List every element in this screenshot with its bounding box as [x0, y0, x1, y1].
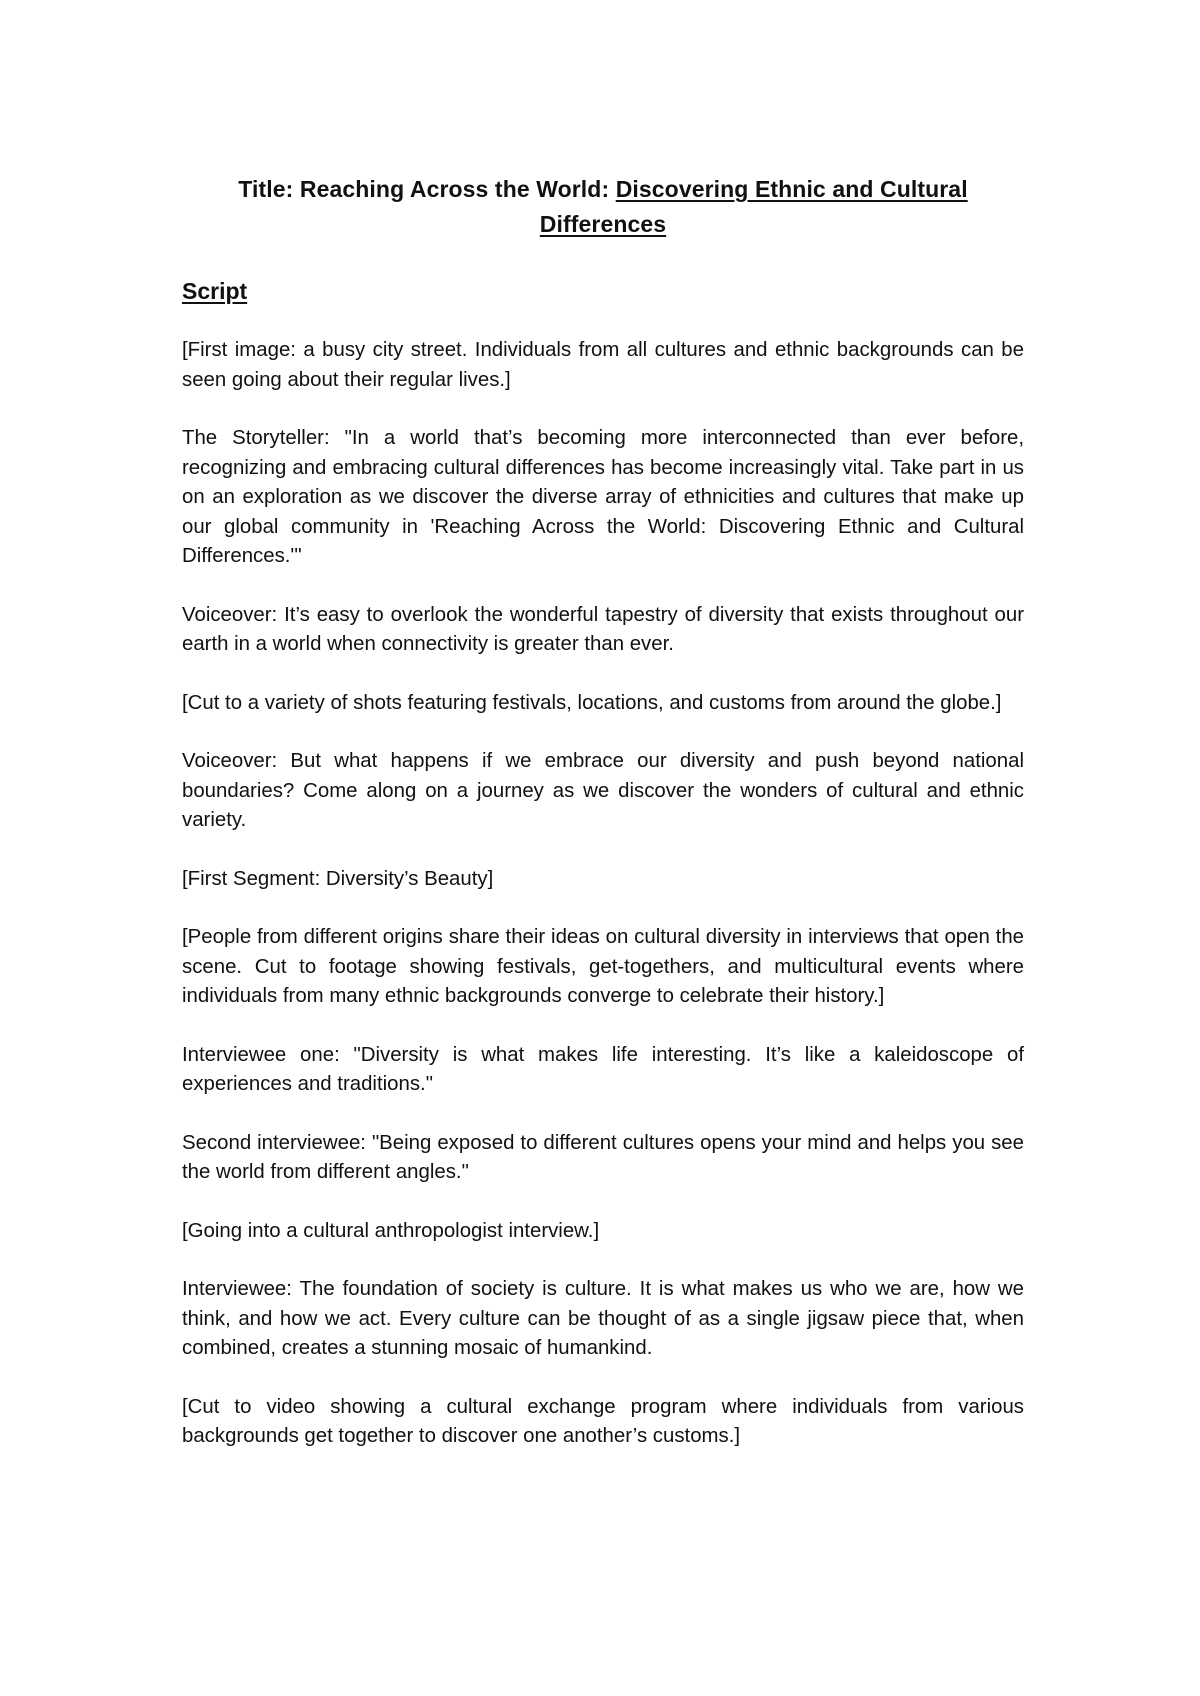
paragraph-interviews-scene: [People from different origins share their ideas on cultural diversity in interviews that open the scene. Cut to footage showing festivals, get-togethers, and multicultural events where individuals from many ethnic backgrounds converge to celebrate their history.]	[182, 926, 1024, 1007]
paragraph-segment-heading: [First Segment: Diversity’s Beauty]	[182, 867, 494, 890]
document-body	[182, 172, 1024, 1481]
paragraph-opening-scene: [First image: a busy city street. Individuals from all cultures and ethnic backgrounds can be seen going about their regular lives.]	[182, 339, 1024, 391]
paragraph-cut-festivals: [Cut to a variety of shots featuring festivals, locations, and customs from around the globe.]	[182, 691, 1002, 714]
paragraph-voiceover-2: Voiceover: But what happens if we embrace our diversity and push beyond national boundaries? Come along on a journey as we discover the wonders of cultural and ethnic variety.	[182, 750, 1024, 831]
title-prefix: Title: Reaching Across the World:	[238, 176, 616, 202]
paragraph-cultural-exchange: [Cut to video showing a cultural exchange program where individuals from various backgrounds get together to discover one another’s customs.]	[182, 1395, 1024, 1447]
paragraph-interviewee-one: Interviewee one: "Diversity is what makes life interesting. It’s like a kaleidoscope of experiences and traditions."	[182, 1043, 1024, 1095]
document-title	[182, 172, 1024, 242]
title-underlined: Discovering Ethnic and Cultural Differences	[539, 176, 968, 237]
paragraph-storyteller: The Storyteller: "In a world that’s becoming more interconnected than ever before, recognizing and embracing cultural differences has become increasingly vital. Take part in us on an exploration as we discover the diverse array of ethnicities and cultures that make up our global community in 'Reaching Across the World: Discovering Ethnic and Cultural Differences.'"	[182, 427, 1024, 567]
paragraph-anthropologist-scene: [Going into a cultural anthropologist interview.]	[182, 1219, 600, 1242]
paragraph-interviewee-anthropologist: Interviewee: The foundation of society is culture. It is what makes us who we are, how we think, and how we act. Every culture can be thought of as a single jigsaw piece that, when combined, creates a stunning mosaic of humankind.	[182, 1278, 1024, 1359]
section-heading-script: Script	[182, 278, 248, 304]
paragraph-interviewee-two: Second interviewee: "Being exposed to different cultures opens your mind and helps you see the world from different angles."	[182, 1131, 1024, 1183]
paragraph-voiceover-1: Voiceover: It’s easy to overlook the wonderful tapestry of diversity that exists throughout our earth in a world when connectivity is greater than ever.	[182, 603, 1024, 655]
